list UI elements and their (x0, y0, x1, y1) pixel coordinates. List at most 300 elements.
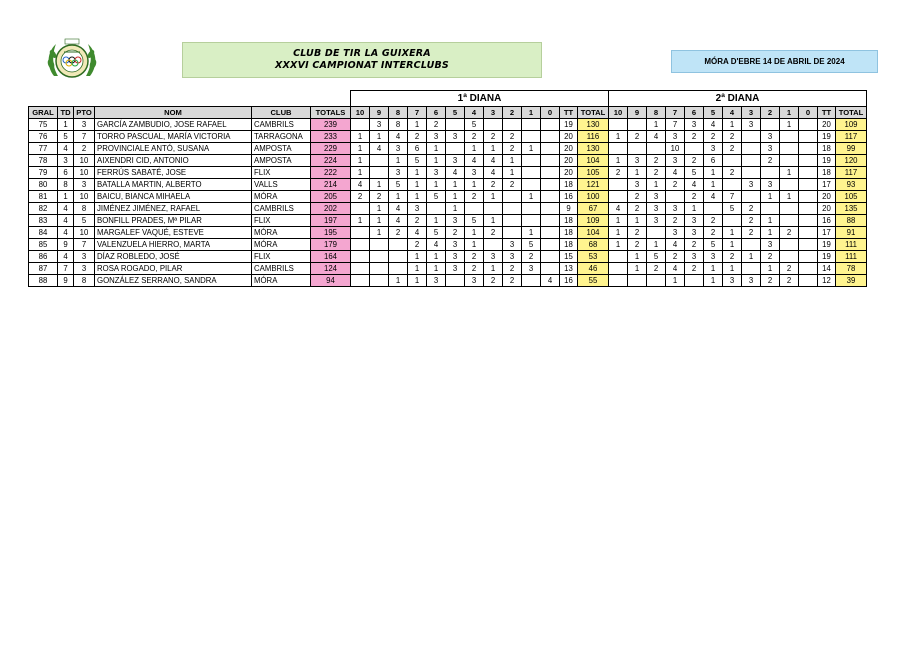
table-cell (609, 275, 628, 287)
table-cell: 84 (29, 227, 58, 239)
table-cell: 94 (311, 275, 351, 287)
table-cell (446, 275, 465, 287)
table-cell (351, 263, 370, 275)
table-cell: MÓRA (252, 275, 311, 287)
column-header: TD (58, 107, 74, 119)
table-cell: 4 (389, 203, 408, 215)
table-cell: 17 (818, 179, 836, 191)
table-cell: 5 (74, 215, 95, 227)
table-cell: 1 (522, 191, 541, 203)
table-cell (799, 263, 818, 275)
table-cell: 2 (503, 131, 522, 143)
table-cell: 88 (29, 275, 58, 287)
column-header: 10 (609, 107, 628, 119)
table-cell: 15 (560, 251, 578, 263)
table-cell (541, 119, 560, 131)
table-cell: 1 (370, 131, 389, 143)
table-cell: FERRÚS SABATÉ, JOSE (95, 167, 252, 179)
table-cell: 2 (628, 203, 647, 215)
table-cell: 195 (311, 227, 351, 239)
table-cell: 1 (58, 119, 74, 131)
table-cell: 5 (465, 215, 484, 227)
table-cell (799, 143, 818, 155)
table-cell: 3 (446, 155, 465, 167)
table-cell: 19 (560, 119, 578, 131)
table-cell: 229 (311, 143, 351, 155)
table-cell: 3 (704, 251, 723, 263)
table-cell: 3 (74, 251, 95, 263)
table-cell: 19 (818, 131, 836, 143)
table-row (29, 119, 867, 131)
column-header: 3 (742, 107, 761, 119)
column-header: 3 (484, 107, 503, 119)
table-cell (389, 251, 408, 263)
column-header: TT (560, 107, 578, 119)
column-header: 5 (446, 107, 465, 119)
table-cell: 1 (351, 155, 370, 167)
table-cell: 5 (723, 203, 742, 215)
table-cell: 2 (351, 191, 370, 203)
table-cell: ROSA ROGADO, PILAR (95, 263, 252, 275)
table-cell: 1 (685, 203, 704, 215)
table-cell: 19 (818, 251, 836, 263)
table-cell (503, 227, 522, 239)
table-cell: 4 (370, 143, 389, 155)
table-cell (666, 191, 685, 203)
table-cell: 1 (370, 227, 389, 239)
table-cell (628, 119, 647, 131)
table-cell: 1 (351, 143, 370, 155)
table-cell: 1 (628, 215, 647, 227)
table-cell: AMPOSTA (252, 143, 311, 155)
table-cell (780, 215, 799, 227)
table-cell: 6 (58, 167, 74, 179)
table-cell: 2 (408, 215, 427, 227)
table-cell: 3 (685, 251, 704, 263)
table-cell (628, 143, 647, 155)
table-cell: 1 (389, 191, 408, 203)
table-cell: 5 (685, 167, 704, 179)
table-cell: 104 (578, 227, 609, 239)
column-header: PTO (74, 107, 95, 119)
table-cell: 1 (647, 119, 666, 131)
table-cell: 93 (836, 179, 867, 191)
table-cell: BATALLA MARTIN, ALBERTO (95, 179, 252, 191)
table-cell: 1 (58, 191, 74, 203)
table-cell: 18 (560, 215, 578, 227)
table-cell (541, 155, 560, 167)
table-cell: 2 (647, 167, 666, 179)
table-cell: 3 (446, 251, 465, 263)
table-row (29, 227, 867, 239)
table-cell: FLIX (252, 215, 311, 227)
table-cell: 4 (427, 239, 446, 251)
table-cell: 2 (74, 143, 95, 155)
table-cell: 1 (609, 215, 628, 227)
table-cell (484, 239, 503, 251)
table-cell (780, 131, 799, 143)
column-header: 7 (408, 107, 427, 119)
table-cell: 20 (818, 203, 836, 215)
table-cell: 76 (29, 131, 58, 143)
table-cell: 1 (408, 251, 427, 263)
table-cell: 9 (560, 203, 578, 215)
table-cell: 2 (666, 215, 685, 227)
table-cell: 1 (609, 131, 628, 143)
table-cell: 3 (761, 131, 780, 143)
table-cell: 3 (628, 155, 647, 167)
table-cell (351, 227, 370, 239)
column-header: 2 (503, 107, 522, 119)
table-cell: 3 (647, 203, 666, 215)
table-cell: 3 (446, 131, 465, 143)
table-cell: CAMBRILS (252, 263, 311, 275)
table-cell: 1 (761, 215, 780, 227)
table-cell: 3 (74, 119, 95, 131)
table-cell (541, 227, 560, 239)
table-cell: 79 (29, 167, 58, 179)
table-cell: 117 (836, 167, 867, 179)
table-cell: 1 (408, 263, 427, 275)
table-cell: 1 (503, 155, 522, 167)
table-cell: 1 (609, 239, 628, 251)
club-name: CLUB DE TIR LA GUIXERA (293, 48, 431, 59)
table-cell: 1 (628, 251, 647, 263)
table-cell: 5 (427, 227, 446, 239)
table-cell: 1 (647, 179, 666, 191)
table-cell: 1 (408, 179, 427, 191)
table-cell: MÓRA (252, 227, 311, 239)
column-headers (29, 107, 867, 119)
table-cell: 5 (704, 239, 723, 251)
table-cell: 3 (74, 179, 95, 191)
table-cell (522, 167, 541, 179)
table-cell (799, 131, 818, 143)
table-cell: 3 (685, 227, 704, 239)
table-cell: 4 (58, 203, 74, 215)
table-cell: 1 (408, 275, 427, 287)
table-cell (742, 239, 761, 251)
table-cell: 3 (761, 143, 780, 155)
table-cell: 7 (58, 263, 74, 275)
table-cell: 2 (780, 263, 799, 275)
table-cell: 3 (484, 251, 503, 263)
table-cell (647, 275, 666, 287)
table-cell: 1 (408, 167, 427, 179)
table-cell: 1 (389, 155, 408, 167)
table-cell (370, 275, 389, 287)
column-header: 8 (647, 107, 666, 119)
table-cell: 6 (408, 143, 427, 155)
table-cell: 1 (723, 227, 742, 239)
column-header: CLUB (252, 107, 311, 119)
table-cell: FLIX (252, 167, 311, 179)
table-cell: 1 (503, 167, 522, 179)
table-cell: 53 (578, 251, 609, 263)
table-cell: 2 (704, 227, 723, 239)
table-cell: 80 (29, 179, 58, 191)
table-cell (370, 263, 389, 275)
table-cell: 5 (522, 239, 541, 251)
table-cell: 18 (560, 239, 578, 251)
results-body (29, 119, 867, 287)
table-cell: 3 (704, 143, 723, 155)
table-row (29, 215, 867, 227)
table-cell: 19 (818, 155, 836, 167)
table-row (29, 131, 867, 143)
column-header: NOM (95, 107, 252, 119)
table-cell (389, 239, 408, 251)
table-cell: 2 (761, 275, 780, 287)
table-cell: 4 (704, 191, 723, 203)
table-cell: 10 (74, 191, 95, 203)
table-cell: 1 (723, 263, 742, 275)
table-cell: 1 (427, 215, 446, 227)
results-table (28, 90, 867, 287)
table-cell: 1 (427, 155, 446, 167)
table-cell: 16 (818, 215, 836, 227)
column-header: 0 (541, 107, 560, 119)
table-cell: 1 (609, 227, 628, 239)
table-cell: MARGALEF VAQUÉ, ESTEVE (95, 227, 252, 239)
table-cell (799, 215, 818, 227)
table-cell (522, 119, 541, 131)
table-cell (522, 275, 541, 287)
table-cell: DÍAZ ROBLEDO, JOSÉ (95, 251, 252, 263)
table-cell: 4 (484, 155, 503, 167)
table-cell: 78 (29, 155, 58, 167)
table-cell: 39 (836, 275, 867, 287)
table-cell: 4 (666, 167, 685, 179)
table-cell: MÓRA (252, 191, 311, 203)
table-cell: 20 (560, 131, 578, 143)
table-cell: 4 (484, 167, 503, 179)
column-header: 10 (351, 107, 370, 119)
table-cell (609, 179, 628, 191)
table-cell: 1 (465, 227, 484, 239)
table-cell: AMPOSTA (252, 155, 311, 167)
table-cell: 4 (541, 275, 560, 287)
table-cell: 12 (818, 275, 836, 287)
table-cell: 1 (761, 263, 780, 275)
table-cell (799, 275, 818, 287)
table-cell: 130 (578, 143, 609, 155)
table-cell: 8 (58, 179, 74, 191)
title-banner (182, 42, 542, 78)
table-cell: 2 (427, 119, 446, 131)
column-header: 4 (723, 107, 742, 119)
table-row (29, 143, 867, 155)
table-cell: 77 (29, 143, 58, 155)
table-cell: 1 (446, 203, 465, 215)
table-cell: CAMBRILS (252, 203, 311, 215)
table-cell: 3 (446, 263, 465, 275)
table-cell: 3 (370, 119, 389, 131)
table-cell (351, 251, 370, 263)
table-cell: 1 (465, 179, 484, 191)
table-cell: VALLS (252, 179, 311, 191)
table-cell (446, 119, 465, 131)
table-cell: 2 (723, 143, 742, 155)
table-cell: 1 (446, 179, 465, 191)
table-cell (628, 275, 647, 287)
table-cell: 2 (465, 251, 484, 263)
table-cell: 3 (761, 239, 780, 251)
table-cell: 1 (704, 275, 723, 287)
table-cell: 18 (818, 167, 836, 179)
table-cell: 222 (311, 167, 351, 179)
table-cell: 85 (29, 239, 58, 251)
table-row (29, 167, 867, 179)
table-cell (541, 179, 560, 191)
table-cell (370, 155, 389, 167)
table-cell: 179 (311, 239, 351, 251)
table-cell: 130 (578, 119, 609, 131)
table-cell: 3 (647, 215, 666, 227)
table-cell: 3 (666, 227, 685, 239)
table-cell: 109 (836, 119, 867, 131)
table-cell (685, 275, 704, 287)
table-cell: 68 (578, 239, 609, 251)
table-cell: 10 (74, 227, 95, 239)
table-row (29, 251, 867, 263)
table-cell (427, 203, 446, 215)
table-cell (541, 263, 560, 275)
table-cell: 205 (311, 191, 351, 203)
table-cell: 2 (484, 179, 503, 191)
table-cell (609, 143, 628, 155)
table-cell: 1 (704, 167, 723, 179)
table-cell: 1 (446, 191, 465, 203)
table-cell: 2 (723, 251, 742, 263)
table-cell: 1 (704, 263, 723, 275)
table-cell: 3 (685, 215, 704, 227)
table-cell: BAICU, BIANCA MIHAELA (95, 191, 252, 203)
table-cell: VALENZUELA HIERRO, MARTA (95, 239, 252, 251)
table-cell: 4 (58, 227, 74, 239)
table-cell (609, 191, 628, 203)
table-cell (647, 143, 666, 155)
table-cell: 1 (723, 119, 742, 131)
table-cell: 18 (560, 179, 578, 191)
table-cell: 4 (58, 251, 74, 263)
table-cell (780, 239, 799, 251)
table-cell (780, 143, 799, 155)
table-cell: 2 (503, 275, 522, 287)
table-cell: 2 (761, 251, 780, 263)
table-cell (704, 203, 723, 215)
table-cell: 6 (704, 155, 723, 167)
table-cell: GARCÍA ZAMBUDIO, JOSE RAFAEL (95, 119, 252, 131)
table-cell: 5 (647, 251, 666, 263)
table-cell: 2 (628, 191, 647, 203)
table-cell (609, 263, 628, 275)
table-cell: 5 (408, 155, 427, 167)
column-header: 5 (704, 107, 723, 119)
table-cell (742, 167, 761, 179)
table-cell: 3 (427, 167, 446, 179)
table-cell (370, 167, 389, 179)
table-cell: AIXENDRI CID, ANTONIO (95, 155, 252, 167)
table-row (29, 191, 867, 203)
table-cell: 2 (666, 179, 685, 191)
table-cell (780, 155, 799, 167)
table-cell: 1 (647, 239, 666, 251)
table-cell: 239 (311, 119, 351, 131)
column-header: 4 (465, 107, 484, 119)
table-cell: 13 (560, 263, 578, 275)
table-cell: 2 (408, 131, 427, 143)
table-cell: 100 (578, 191, 609, 203)
table-cell (799, 167, 818, 179)
table-cell: 4 (408, 227, 427, 239)
table-cell (799, 119, 818, 131)
table-cell: 4 (666, 263, 685, 275)
table-cell: 4 (58, 143, 74, 155)
table-cell: 4 (465, 155, 484, 167)
table-cell (541, 167, 560, 179)
table-cell: 2 (685, 131, 704, 143)
table-cell: BONFILL PRADES, Mª PILAR (95, 215, 252, 227)
event-title: XXXVI CAMPIONAT INTERCLUBS (275, 60, 449, 71)
table-cell: 3 (742, 179, 761, 191)
table-cell: 105 (578, 167, 609, 179)
table-cell (351, 239, 370, 251)
table-cell: 2 (628, 131, 647, 143)
table-cell: 1 (465, 143, 484, 155)
table-cell: 116 (578, 131, 609, 143)
table-cell: 1 (742, 251, 761, 263)
column-header: GRAL (29, 107, 58, 119)
table-cell (647, 227, 666, 239)
column-header: 7 (666, 107, 685, 119)
table-cell (503, 119, 522, 131)
table-cell: 20 (818, 119, 836, 131)
date-location-banner: MÓRA D'EBRE 14 DE ABRIL DE 2024 (671, 50, 878, 73)
table-cell (742, 131, 761, 143)
table-cell: 3 (666, 155, 685, 167)
table-cell: 135 (836, 203, 867, 215)
table-cell: 2 (503, 263, 522, 275)
table-cell (522, 179, 541, 191)
table-cell: 16 (560, 275, 578, 287)
table-cell (370, 239, 389, 251)
table-cell: 3 (647, 191, 666, 203)
table-cell (742, 155, 761, 167)
table-cell: 3 (685, 119, 704, 131)
table-cell: 2 (465, 263, 484, 275)
table-cell: 20 (560, 155, 578, 167)
column-header: 6 (427, 107, 446, 119)
table-cell (761, 167, 780, 179)
table-cell: 2 (503, 179, 522, 191)
table-cell: 1 (427, 263, 446, 275)
table-cell: 7 (666, 119, 685, 131)
table-cell (541, 191, 560, 203)
table-cell: 2 (465, 191, 484, 203)
table-cell: 91 (836, 227, 867, 239)
column-header: 1 (522, 107, 541, 119)
table-cell (761, 203, 780, 215)
column-header: 9 (370, 107, 389, 119)
table-cell: 4 (58, 215, 74, 227)
table-cell: GONZÁLEZ SERRANO, SANDRA (95, 275, 252, 287)
table-cell (465, 203, 484, 215)
table-cell: 1 (704, 179, 723, 191)
column-header: 8 (389, 107, 408, 119)
table-cell: 3 (427, 131, 446, 143)
table-cell: 3 (58, 155, 74, 167)
